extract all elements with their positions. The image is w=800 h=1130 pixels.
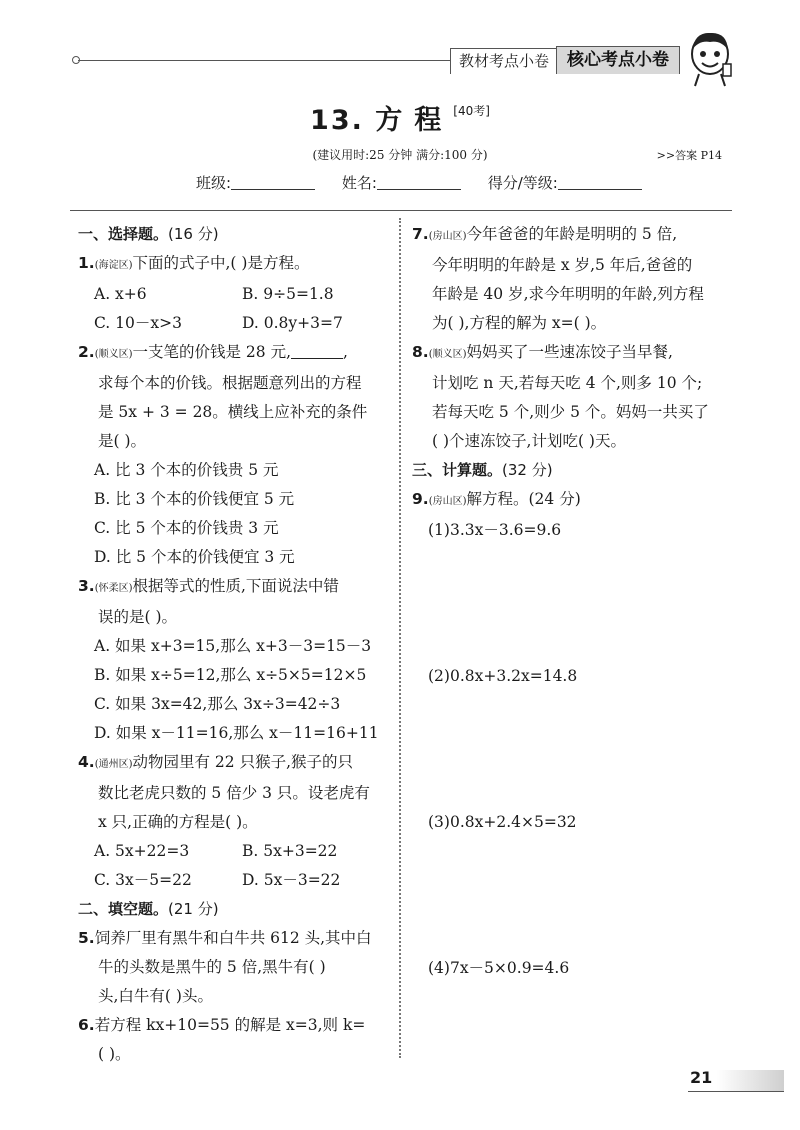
question-4-line-3: x 只,正确的方程是( )。 (98, 813, 258, 831)
question-4-options-row-2 (78, 866, 390, 895)
question-5: 5.饲养厂里有黑牛和白牛共 612 头,其中白 (78, 929, 372, 947)
question-2-line-2: 求每个本的价钱。根据题意列出的方程 (98, 374, 362, 392)
class-label: 班级: (196, 174, 232, 192)
question-8: 8.(顺义区)妈妈买了一些速冻饺子当早餐, (412, 343, 673, 361)
answer-reference: >>答案 P14 (656, 149, 722, 162)
name-blank[interactable] (377, 176, 461, 190)
question-1: 1.(海淀区)下面的式子中,( )是方程。 (78, 254, 310, 272)
option[interactable]: B. 5x+3=22 (242, 842, 338, 860)
section-3-heading: 三、计算题。(32 分) (412, 461, 553, 479)
question-2: 2.(顺义区)一支笔的价钱是 28 元, , (78, 343, 348, 361)
left-column (78, 220, 390, 1069)
question-1-options-row-1 (78, 280, 390, 309)
title-word: 方程 (375, 105, 454, 136)
option[interactable]: C. 3x－5=22 (94, 871, 192, 889)
question-7-line-3: 年龄是 40 岁,求今年明明的年龄,列方程 (432, 285, 704, 303)
student-info-row (196, 172, 664, 193)
section-2-heading: 二、填空题。(21 分) (78, 900, 219, 918)
class-blank[interactable] (231, 176, 315, 190)
score-label: 得分/等级: (487, 174, 558, 192)
question-3-line-2: 误的是( )。 (98, 608, 178, 626)
section-1-heading: 一、选择题。(16 分) (78, 225, 219, 243)
question-4-options-row-1 (78, 837, 390, 866)
question-7: 7.(房山区)今年爸爸的年龄是明明的 5 倍, (412, 225, 678, 243)
header-tab-core: 核心考点小卷 (556, 46, 680, 74)
right-column (412, 220, 730, 983)
option[interactable]: D. 0.8y+3=7 (242, 314, 343, 332)
question-4: 4.(通州区)动物园里有 22 只猴子,猴子的只 (78, 753, 354, 771)
option[interactable]: B. 如果 x÷5=12,那么 x÷5×5=12×5 (94, 666, 367, 684)
option[interactable]: A. 如果 x+3=15,那么 x+3－3=15－3 (94, 637, 372, 655)
option[interactable]: D. 5x－3=22 (242, 871, 341, 889)
page-title (0, 98, 800, 137)
equation-item-1[interactable]: (1)3.3x－3.6=9.6 (428, 521, 562, 539)
question-6: 6.若方程 kx+10=55 的解是 x=3,则 k= (78, 1016, 366, 1034)
fill-blank[interactable] (291, 345, 343, 359)
title-number: 13. (310, 105, 364, 136)
question-8-line-3: 若每天吃 5 个,则少 5 个。妈妈一共买了 (432, 403, 709, 421)
column-divider (399, 218, 401, 1058)
option[interactable]: B. 比 3 个本的价钱便宜 5 元 (94, 490, 295, 508)
option[interactable]: A. 5x+22=3 (94, 842, 190, 860)
option[interactable]: C. 比 5 个本的价钱贵 3 元 (94, 519, 279, 537)
mascot-icon (685, 28, 735, 88)
score-blank[interactable] (558, 176, 642, 190)
question-9: 9.(房山区)解方程。(24 分) (412, 490, 581, 508)
question-3: 3.(怀柔区)根据等式的性质,下面说法中错 (78, 577, 339, 595)
option[interactable]: D. 如果 x－11=16,那么 x－11=16+11 (94, 724, 379, 742)
option[interactable]: B. 9÷5=1.8 (242, 285, 334, 303)
question-2-line-4: 是( )。 (98, 432, 147, 450)
question-7-line-2: 今年明明的年龄是 x 岁,5 年后,爸爸的 (432, 256, 693, 274)
question-4-line-2: 数比老虎只数的 5 倍少 3 只。设老虎有 (98, 784, 370, 802)
question-2-line-3: 是 5x + 3 = 28。横线上应补充的条件 (98, 403, 368, 421)
question-5-line-2: 牛的头数是黑牛的 5 倍,黑牛有( ) (98, 958, 326, 976)
question-1-options-row-2 (78, 309, 390, 338)
question-8-line-4: ( )个速冻饺子,计划吃( )天。 (432, 432, 626, 450)
option[interactable]: A. x+6 (94, 285, 147, 303)
name-label: 姓名: (341, 174, 377, 192)
question-5-line-3: 头,白牛有( )头。 (98, 987, 213, 1005)
option[interactable]: C. 如果 3x=42,那么 3x÷3=42÷3 (94, 695, 341, 713)
equation-item-4[interactable]: (4)7x－5×0.9=4.6 (428, 959, 570, 977)
option[interactable]: C. 10－x>3 (94, 314, 182, 332)
title-badge: [40考] (453, 104, 490, 118)
equation-item-3[interactable]: (3)0.8x+2.4×5=32 (428, 813, 577, 831)
header-rule (78, 60, 450, 61)
option[interactable]: A. 比 3 个本的价钱贵 5 元 (94, 461, 279, 479)
equation-item-2[interactable]: (2)0.8x+3.2x=14.8 (428, 667, 578, 685)
question-8-line-2: 计划吃 n 天,若每天吃 4 个,则多 10 个; (432, 374, 703, 392)
subtitle: (建议用时:25 分钟 满分:100 分) (312, 148, 488, 162)
page-number-tab (688, 1070, 784, 1092)
header-tab-textbook: 教材考点小卷 (450, 48, 561, 74)
top-divider (70, 210, 732, 211)
page-number: 21 (690, 1068, 713, 1087)
option[interactable]: D. 比 5 个本的价钱便宜 3 元 (94, 548, 295, 566)
question-6-line-2: ( )。 (98, 1045, 131, 1063)
question-7-line-4: 为( ),方程的解为 x=( )。 (432, 314, 607, 332)
